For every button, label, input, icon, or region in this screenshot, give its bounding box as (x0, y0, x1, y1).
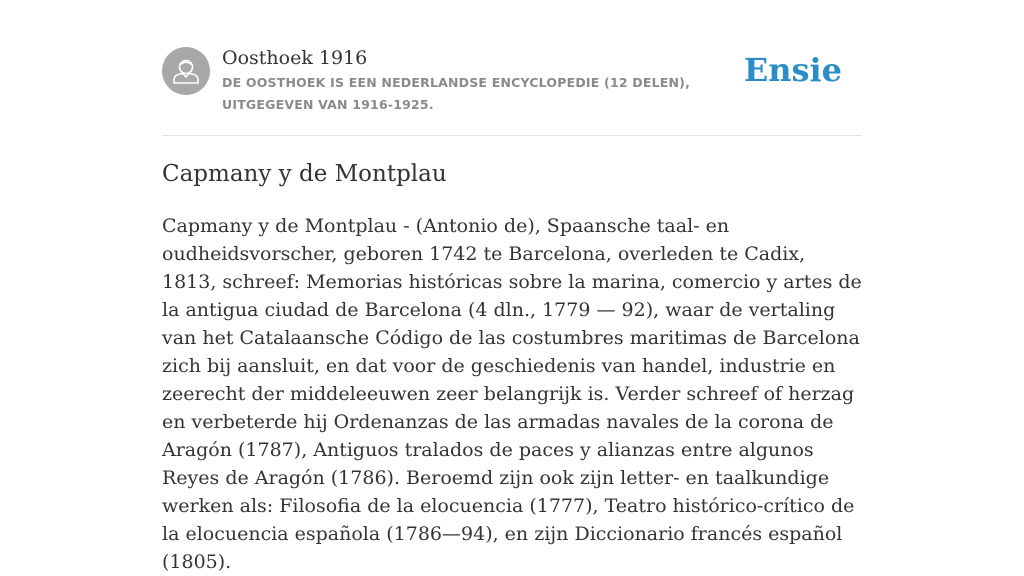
entry-title: Capmany y de Montplau (162, 161, 447, 187)
header-divider (162, 135, 862, 136)
entry-body: Capmany y de Montplau - (Antonio de), Spaansche taal- en oudheidsvorscher, geboren 1742 te Barcelona, overleden te Cadix, 1813, schreef: Memorias históricas sobre la marina, comercio y artes de la antigua ciudad de Barcelona (4 dln., 1779 — 92), waar de vertaling van het Catalaansche Código de las costumbres maritimas de Barcelona zich bij aansluit, en dat voor de geschiedenis van handel, industrie en zeerecht der middeleeuwen zeer belangrijk is. Verder schreef of herzag en verbeterde hij Ordenanzas de las armadas navales de la corona de Aragón (1787), Antiguos tralados de paces y alianzas entre algunos Reyes de Aragón (1786). Beroemd zijn ook zijn letter- en taalkundige werken als: Filosofia de la elocuencia (1777), Teatro histórico-crítico de la elocuencia española (1786—94), en zijn Diccionario francés español (1805). (162, 215, 862, 573)
source-description: DE OOSTHOEK IS EEN NEDERLANDSE ENCYCLOPEDIE (12 DELEN), UITGEGEVEN VAN 1916-1925. (222, 75, 691, 112)
source-title[interactable]: Oosthoek 1916 (222, 47, 368, 69)
source-header (162, 46, 862, 116)
user-silhouette-icon (162, 47, 210, 95)
user-avatar-icon[interactable] (162, 47, 210, 95)
ensie-logo[interactable]: Ensie (743, 51, 842, 89)
